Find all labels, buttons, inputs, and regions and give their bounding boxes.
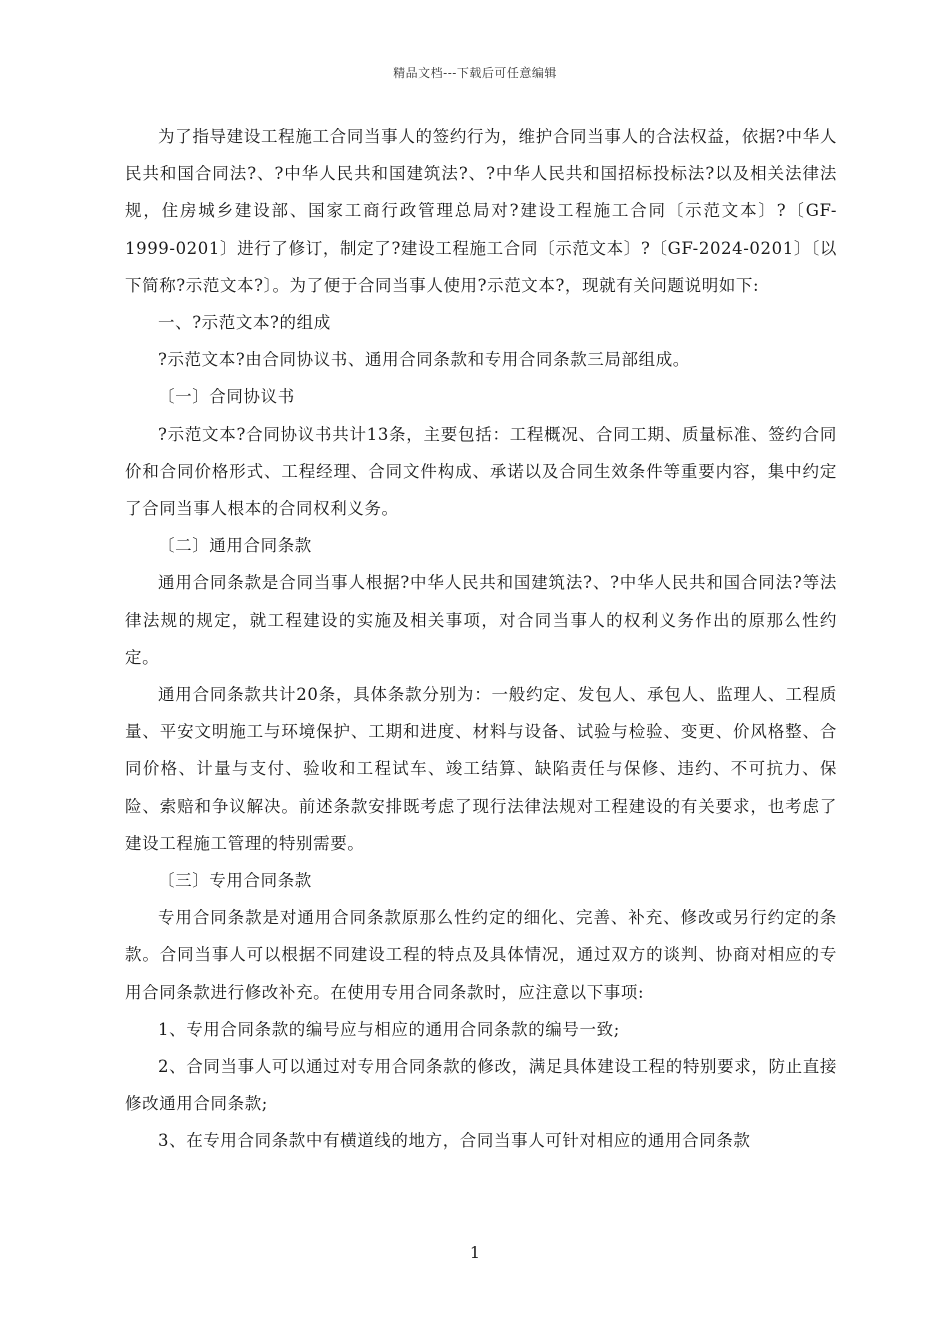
composition-paragraph: ?示范文本?由合同协议书、通用合同条款和专用合同条款三局部组成。 [158, 350, 690, 370]
note-item-2: 2、合同当事人可以通过对专用合同条款的修改，满足具体建设工程的特别要求，防止直接修改通用合同条款; [125, 1057, 837, 1114]
intro-paragraph: 为了指导建设工程施工合同当事人的签约行为，维护合同当事人的合法权益，依据?中华人民共和国合同法?、?中华人民共和国建筑法?、?中华人民共和国招标投标法?以及相关法律法规，住房城乡建设部、国家工商行政管理总局对?建设工程施工合同〔示范文本〕?〔GF-1999-0201〕进行了修订，制定了?建设工程施工合同〔示范文本〕?〔GF-2024-0201〕〔以下简称?示范文本?〕。为了便于合同当事人使用?示范文本?，现就有关问题说明如下: [125, 127, 837, 295]
document-body [125, 118, 837, 1160]
general-terms-list-paragraph: 通用合同条款共计20条，具体条款分别为：一般约定、发包人、承包人、监理人、工程质量、平安文明施工与环境保护、工期和进度、材料与设备、试验与检验、变更、价风格整、合同价格、计量与支付、验收和工程试车、竣工结算、缺陷责任与保修、违约、不可抗力、保险、索赔和争议解决。前述条款安排既考虑了现行法律法规对工程建设的有关要求，也考虑了建设工程施工管理的特别需要。 [125, 685, 837, 853]
general-terms-paragraph: 通用合同条款是合同当事人根据?中华人民共和国建筑法?、?中华人民共和国合同法?等法律法规的规定，就工程建设的实施及相关事项，对合同当事人的权利义务作出的原那么性约定。 [125, 573, 837, 667]
page-header: 精品文档---下载后可任意编辑 [393, 66, 557, 80]
special-terms-paragraph: 专用合同条款是对通用合同条款原那么性约定的细化、完善、补充、修改或另行约定的条款。合同当事人可以根据不同建设工程的特点及具体情况，通过双方的谈判、协商对相应的专用合同条款进行修改补充。在使用专用合同条款时，应注意以下事项: [125, 908, 837, 1002]
subsection-heading-general-terms: 〔二〕通用合同条款 [158, 536, 312, 556]
page-number: 1 [469, 1243, 481, 1262]
subsection-heading-agreement: 〔一〕合同协议书 [158, 387, 295, 407]
note-item-1: 1、专用合同条款的编号应与相应的通用合同条款的编号一致; [158, 1019, 620, 1039]
section-heading-composition: 一、?示范文本?的组成 [158, 313, 331, 333]
note-item-3: 3、在专用合同条款中有横道线的地方，合同当事人可针对相应的通用合同条款 [158, 1131, 751, 1151]
agreement-paragraph: ?示范文本?合同协议书共计13条，主要包括：工程概况、合同工期、质量标准、签约合同价和合同价格形式、工程经理、合同文件构成、承诺以及合同生效条件等重要内容，集中约定了合同当事人根本的合同权利义务。 [125, 424, 837, 519]
subsection-heading-special-terms: 〔三〕专用合同条款 [158, 871, 312, 891]
